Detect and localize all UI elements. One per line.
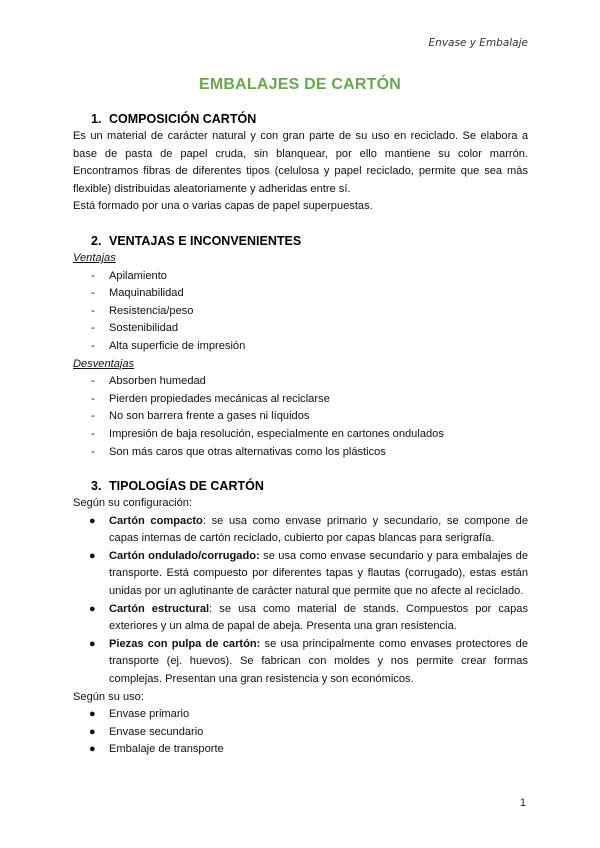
list-item: - Son más caros que otras alternativas como los plásticos bbox=[73, 444, 528, 462]
document-title: EMBALAJES DE CARTÓN bbox=[198, 76, 402, 93]
section-heading-tipologias bbox=[73, 477, 528, 495]
paragraph: Está formado por una o varias capas de papel superpuestas. bbox=[73, 200, 373, 213]
list-item bbox=[73, 548, 528, 601]
use-list bbox=[73, 706, 528, 759]
bullet-icon: ● bbox=[89, 549, 96, 562]
bullet-icon: ● bbox=[89, 602, 96, 615]
item-text: Envase secundario bbox=[109, 725, 204, 738]
section-heading-ventajas bbox=[73, 232, 528, 250]
list-item: - Maquinabilidad bbox=[73, 285, 528, 303]
description: se usa como envase primario y secundario, se compone de capas internas de cartón reciclado, cubierto por capas blancas para serigrafía. bbox=[109, 514, 528, 545]
running-header: Envase y Embalaje bbox=[428, 37, 528, 49]
list-item: - No son barrera frente a gases ni líquidos bbox=[73, 408, 528, 426]
term: Cartón estructural bbox=[109, 602, 210, 615]
section-number: 3. bbox=[91, 479, 102, 494]
bullet-icon: ● bbox=[89, 637, 96, 650]
section-title: TIPOLOGÍAS DE CARTÓN bbox=[109, 479, 264, 494]
bullet-icon: ● bbox=[89, 708, 96, 721]
section-number: 1. bbox=[91, 112, 102, 126]
subheading-desventajas: Desventajas bbox=[73, 357, 135, 370]
term: Piezas con pulpa de cartón: bbox=[109, 637, 261, 650]
section-title: VENTAJAS E INCONVENIENTES bbox=[109, 233, 302, 248]
list-item bbox=[73, 706, 528, 724]
list-item bbox=[73, 741, 528, 759]
list-item: - Apilamiento bbox=[73, 268, 528, 286]
list-item bbox=[73, 724, 528, 742]
section-number: 2. bbox=[91, 233, 102, 248]
list-item: - Pierden propiedades mecánicas al reciclarse bbox=[73, 391, 528, 409]
term: Cartón compacto bbox=[109, 514, 203, 527]
list-item: - Impresión de baja resolución, especialmente en cartones ondulados bbox=[73, 426, 528, 444]
section-title: COMPOSICIÓN CARTÓN bbox=[109, 112, 257, 126]
paragraph: Es un material de carácter natural y con gran parte de su uso en reciclado. Se elabora a base de pasta de papel cruda, sin blanquear, por ello mantiene su color marrón. Encontramos fibras de diferentes tipos (celulosa y papel reciclado, permite que sea más flexible) distribuidas aleatoriamente y adheridas entre sí. bbox=[73, 130, 528, 195]
bullet-icon: ● bbox=[89, 725, 96, 738]
list-item: - Alta superficie de impresión bbox=[73, 338, 528, 356]
term: Cartón ondulado/corrugado: bbox=[109, 549, 260, 562]
advantages-list bbox=[73, 268, 528, 356]
paragraph: Según su configuración: bbox=[73, 497, 193, 510]
description: se usa principalmente como envases protectores de transporte (ej. huevos). Se fabrican con moldes y nos permite crear formas complejas. Presentan una gran resistencia y son económicos. bbox=[109, 637, 529, 686]
config-list bbox=[73, 513, 528, 689]
list-item bbox=[73, 636, 528, 689]
bullet-icon: ● bbox=[89, 514, 96, 527]
suffix: : bbox=[202, 514, 206, 527]
list-item: - Sostenibilidad bbox=[73, 320, 528, 338]
section-heading-composicion bbox=[73, 110, 528, 128]
subheading-ventajas: Ventajas bbox=[73, 251, 116, 264]
list-item: - Absorben humedad bbox=[73, 373, 528, 391]
disadvantages-list bbox=[73, 373, 528, 461]
description: : se usa como material de stands. Compuestos por capas exteriores y un alma de papal de abeja. Presenta una gran resistencia. bbox=[109, 602, 528, 633]
item-text: Embalaje de transporte bbox=[109, 743, 224, 756]
document-body bbox=[73, 110, 528, 759]
page-number: 1 bbox=[519, 797, 526, 809]
bullet-icon: ● bbox=[89, 743, 96, 756]
list-item: - Resistencia/peso bbox=[73, 303, 528, 321]
description: se usa como envase secundario y para embalajes de transporte. Está compuesto por diferentes tapas y flautas (corrugado), estas están unidas por un aglutinante de carácter natural que permite que no afecte al reciclado. bbox=[109, 549, 528, 598]
list-item bbox=[73, 513, 528, 548]
paragraph: Según su uso: bbox=[73, 690, 144, 703]
list-item bbox=[73, 601, 528, 636]
item-text: Envase primario bbox=[109, 708, 190, 721]
